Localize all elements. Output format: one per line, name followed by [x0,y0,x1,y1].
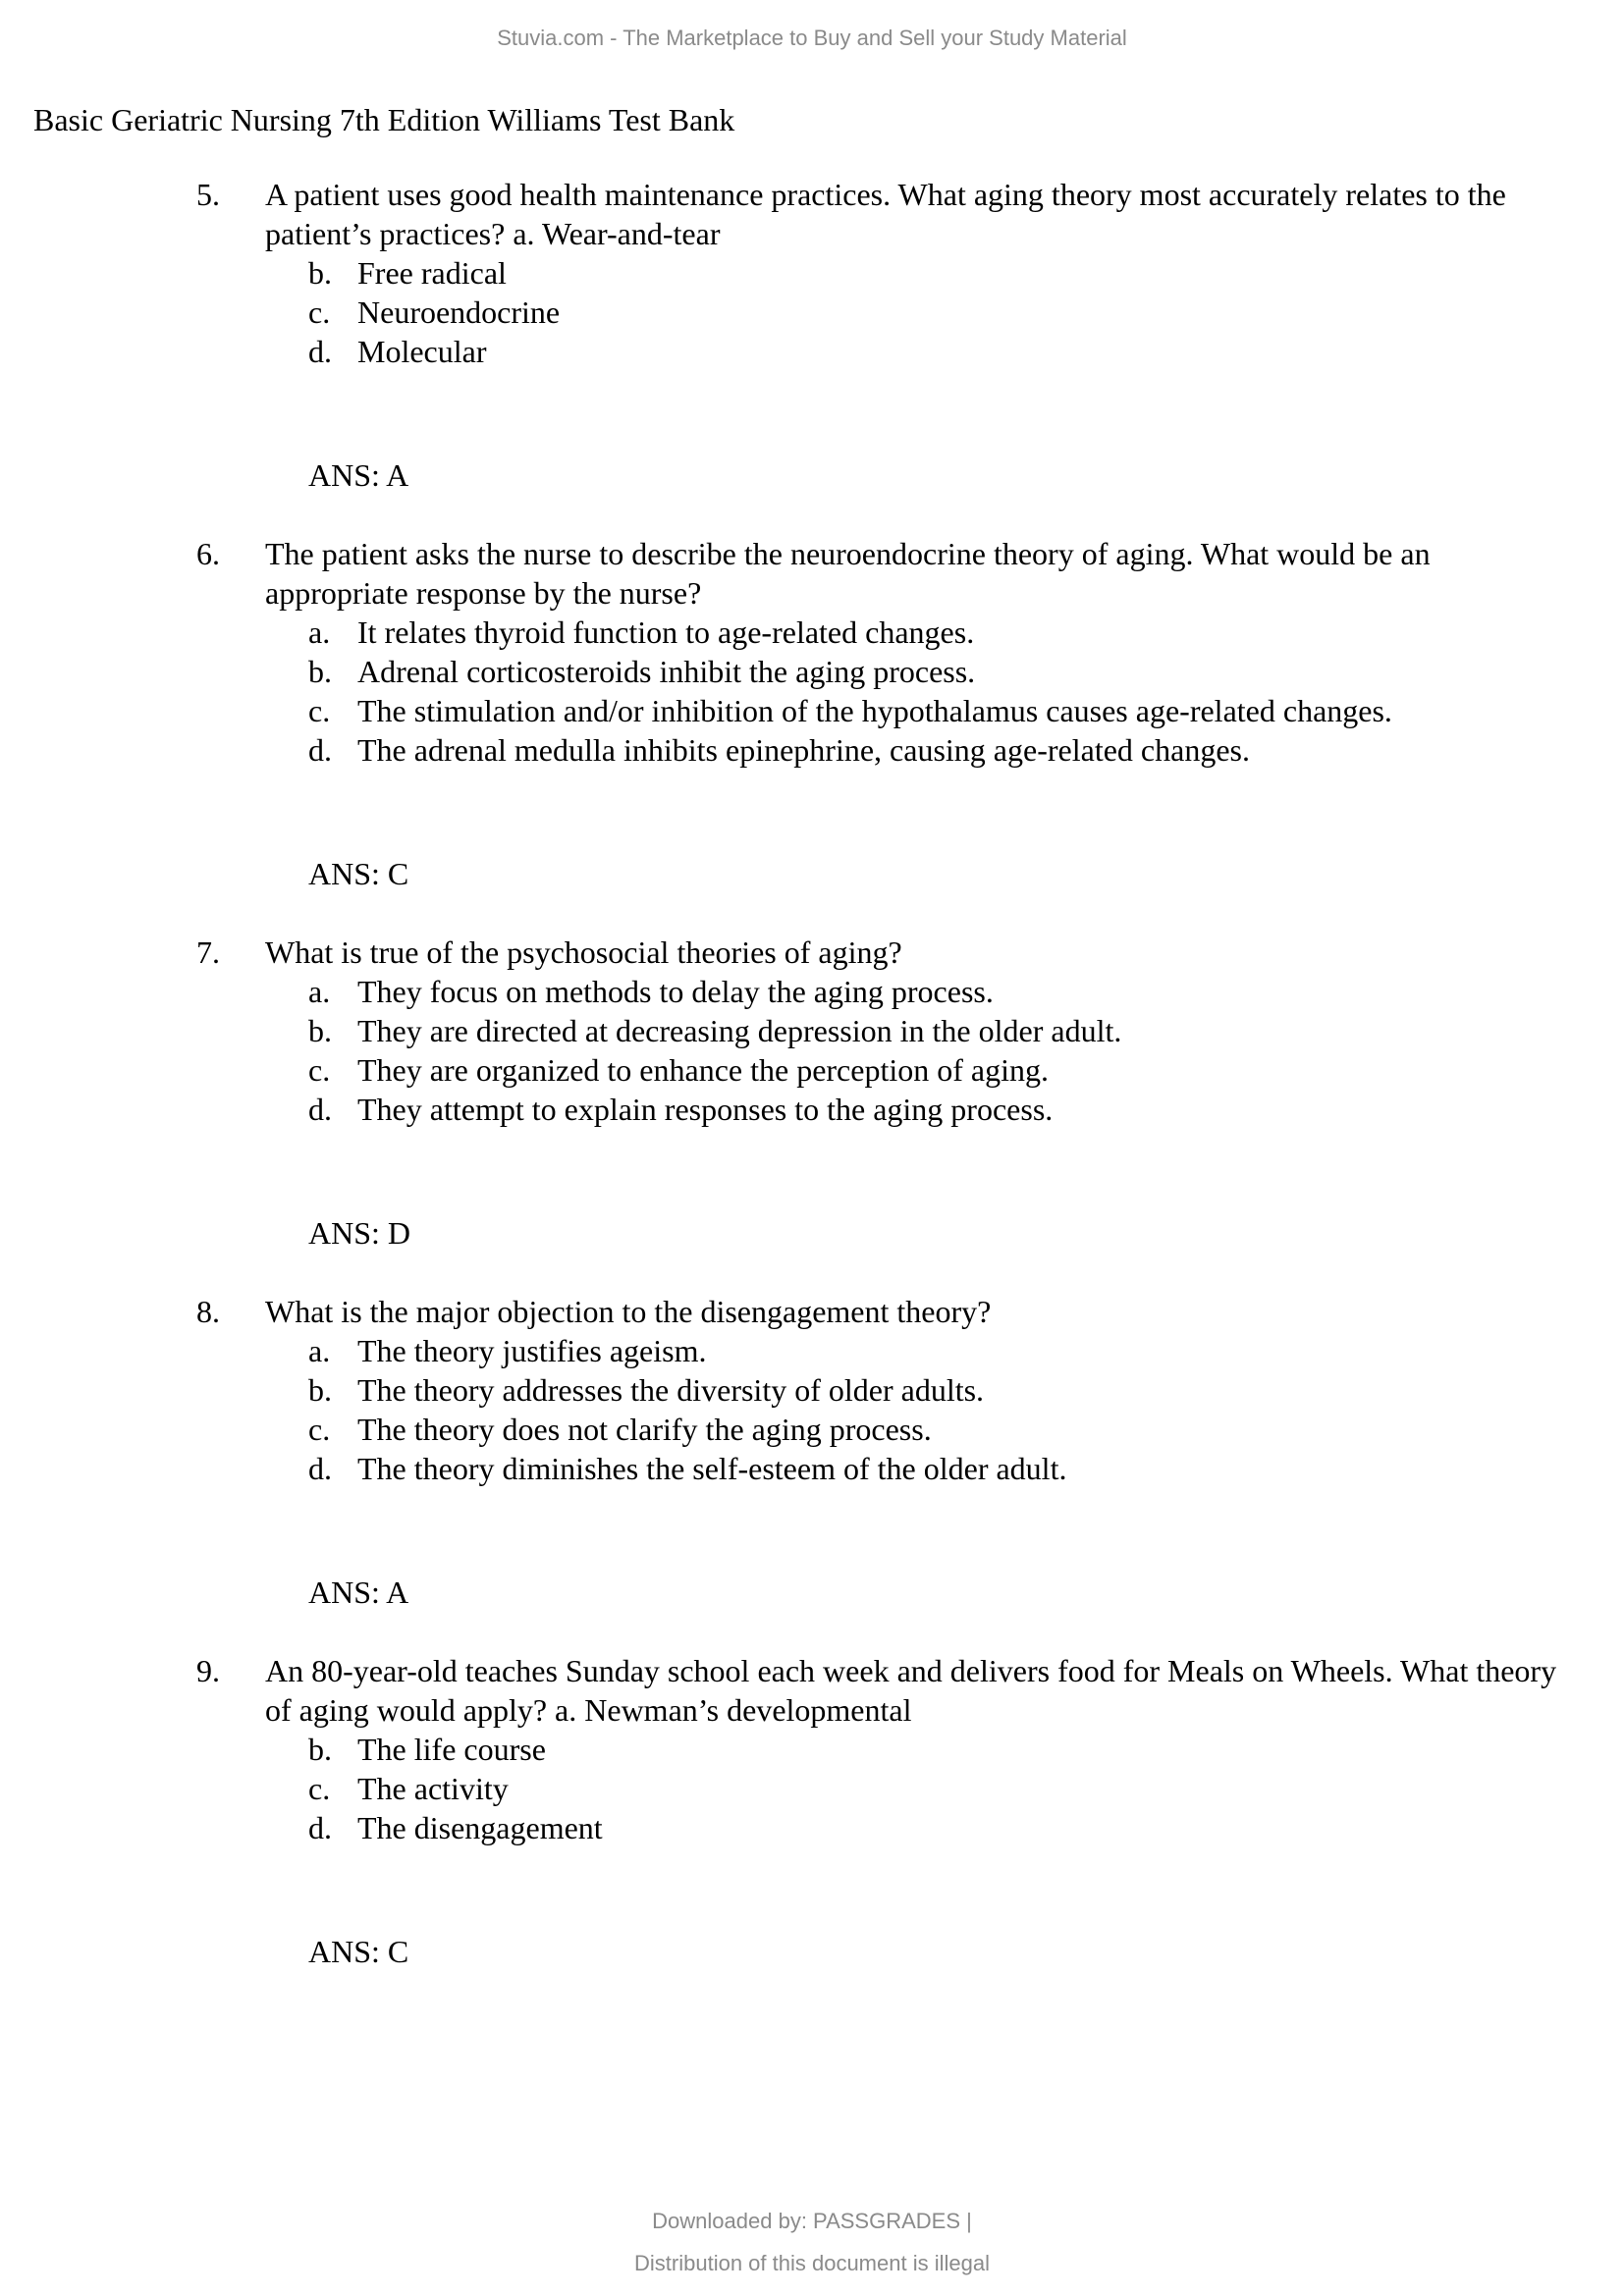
option-letter: d. [308,1451,332,1486]
option-c [265,293,1581,332]
question-list [0,175,1624,1971]
option-letter: b. [308,255,332,291]
question-5 [0,175,1624,495]
question-body [265,1292,1581,1488]
option-text: The stimulation and/or inhibition of the hypothalamus causes age-related changes. [357,693,1392,728]
option-d [265,1090,1581,1129]
option-letter: c. [308,1771,331,1806]
question-spacer [0,893,1624,933]
option-text: The activity [357,1771,509,1806]
option-d [265,332,1581,371]
option-list [265,972,1581,1129]
option-text: The adrenal medulla inhibits epinephrine, causing age-related changes. [357,732,1250,768]
option-letter: b. [308,1732,332,1767]
option-a [265,1331,1581,1370]
option-c [265,1050,1581,1090]
option-c [265,1410,1581,1449]
option-text: The theory does not clarify the aging process. [357,1412,932,1447]
option-text: Neuroendocrine [357,294,561,330]
question-number: 8. [196,1294,220,1329]
question-spacer [0,495,1624,534]
question-number: 9. [196,1653,220,1688]
question-9 [0,1651,1624,1971]
option-b [265,253,1581,293]
question-body [265,534,1581,770]
option-text: Molecular [357,334,487,369]
question-body [265,175,1581,371]
option-letter: c. [308,1412,331,1447]
option-text: The life course [357,1732,546,1767]
option-d [265,730,1581,770]
question-stem: What is true of the psychosocial theories of aging? [265,934,902,970]
option-c [265,691,1581,730]
option-letter: b. [308,654,332,689]
download-notice: Downloaded by: PASSGRADES | [652,2209,972,2233]
question-stem: What is the major objection to the disengagement theory? [265,1294,992,1329]
option-b [265,1011,1581,1050]
option-text: They are directed at decreasing depression in the older adult. [357,1013,1122,1048]
option-list [265,1730,1581,1847]
option-letter: b. [308,1013,332,1048]
distribution-notice: Distribution of this document is illegal [634,2251,990,2275]
question-body [265,933,1581,1129]
option-text: The theory justifies ageism. [357,1333,707,1368]
option-text: The disengagement [357,1810,603,1845]
document-title: Basic Geriatric Nursing 7th Edition Williams Test Bank [33,102,735,137]
option-text: The theory addresses the diversity of older adults. [357,1372,985,1408]
option-letter: c. [308,1052,331,1088]
question-body [265,1651,1581,1847]
option-letter: d. [308,732,332,768]
question-number: 5. [196,177,220,212]
option-letter: a. [308,974,331,1009]
question-7 [0,933,1624,1253]
option-list [265,253,1581,371]
question-8 [0,1292,1624,1612]
answer-key: ANS: A [308,457,409,493]
question-stem: An 80-year-old teaches Sunday school each week and delivers food for Meals on Wheels. What theory of aging would apply? a. Newman’s developmental [265,1653,1557,1728]
question-6 [0,534,1624,893]
option-letter: d. [308,1092,332,1127]
option-letter: a. [308,614,331,650]
option-letter: c. [308,294,331,330]
answer-key: ANS: A [308,1575,409,1610]
question-stem: A patient uses good health maintenance practices. What aging theory most accurately relates to the patient’s practices? a. Wear-and-tear [265,177,1506,251]
option-text: They are organized to enhance the perception of aging. [357,1052,1049,1088]
option-text: They attempt to explain responses to the aging process. [357,1092,1054,1127]
option-letter: a. [308,1333,331,1368]
option-letter: c. [308,693,331,728]
option-letter: d. [308,1810,332,1845]
question-number: 7. [196,934,220,970]
option-letter: b. [308,1372,332,1408]
option-d [265,1808,1581,1847]
option-c [265,1769,1581,1808]
option-list [265,613,1581,770]
option-list [265,1331,1581,1488]
question-spacer [0,1612,1624,1651]
answer-key: ANS: C [308,1934,409,1969]
question-number: 6. [196,536,220,571]
question-spacer [0,1253,1624,1292]
stuvia-banner: Stuvia.com - The Marketplace to Buy and Sell your Study Material [497,26,1127,50]
option-d [265,1449,1581,1488]
option-text: Adrenal corticosteroids inhibit the aging process. [357,654,976,689]
option-b [265,652,1581,691]
option-text: The theory diminishes the self-esteem of the older adult. [357,1451,1067,1486]
answer-key: ANS: C [308,856,409,891]
option-text: It relates thyroid function to age-related changes. [357,614,975,650]
option-text: Free radical [357,255,507,291]
option-b [265,1730,1581,1769]
option-b [265,1370,1581,1410]
option-text: They focus on methods to delay the aging process. [357,974,994,1009]
question-stem: The patient asks the nurse to describe the neuroendocrine theory of aging. What would be an appropriate response by the nurse? [265,536,1431,611]
option-letter: d. [308,334,332,369]
option-a [265,972,1581,1011]
option-a [265,613,1581,652]
answer-key: ANS: D [308,1215,411,1251]
